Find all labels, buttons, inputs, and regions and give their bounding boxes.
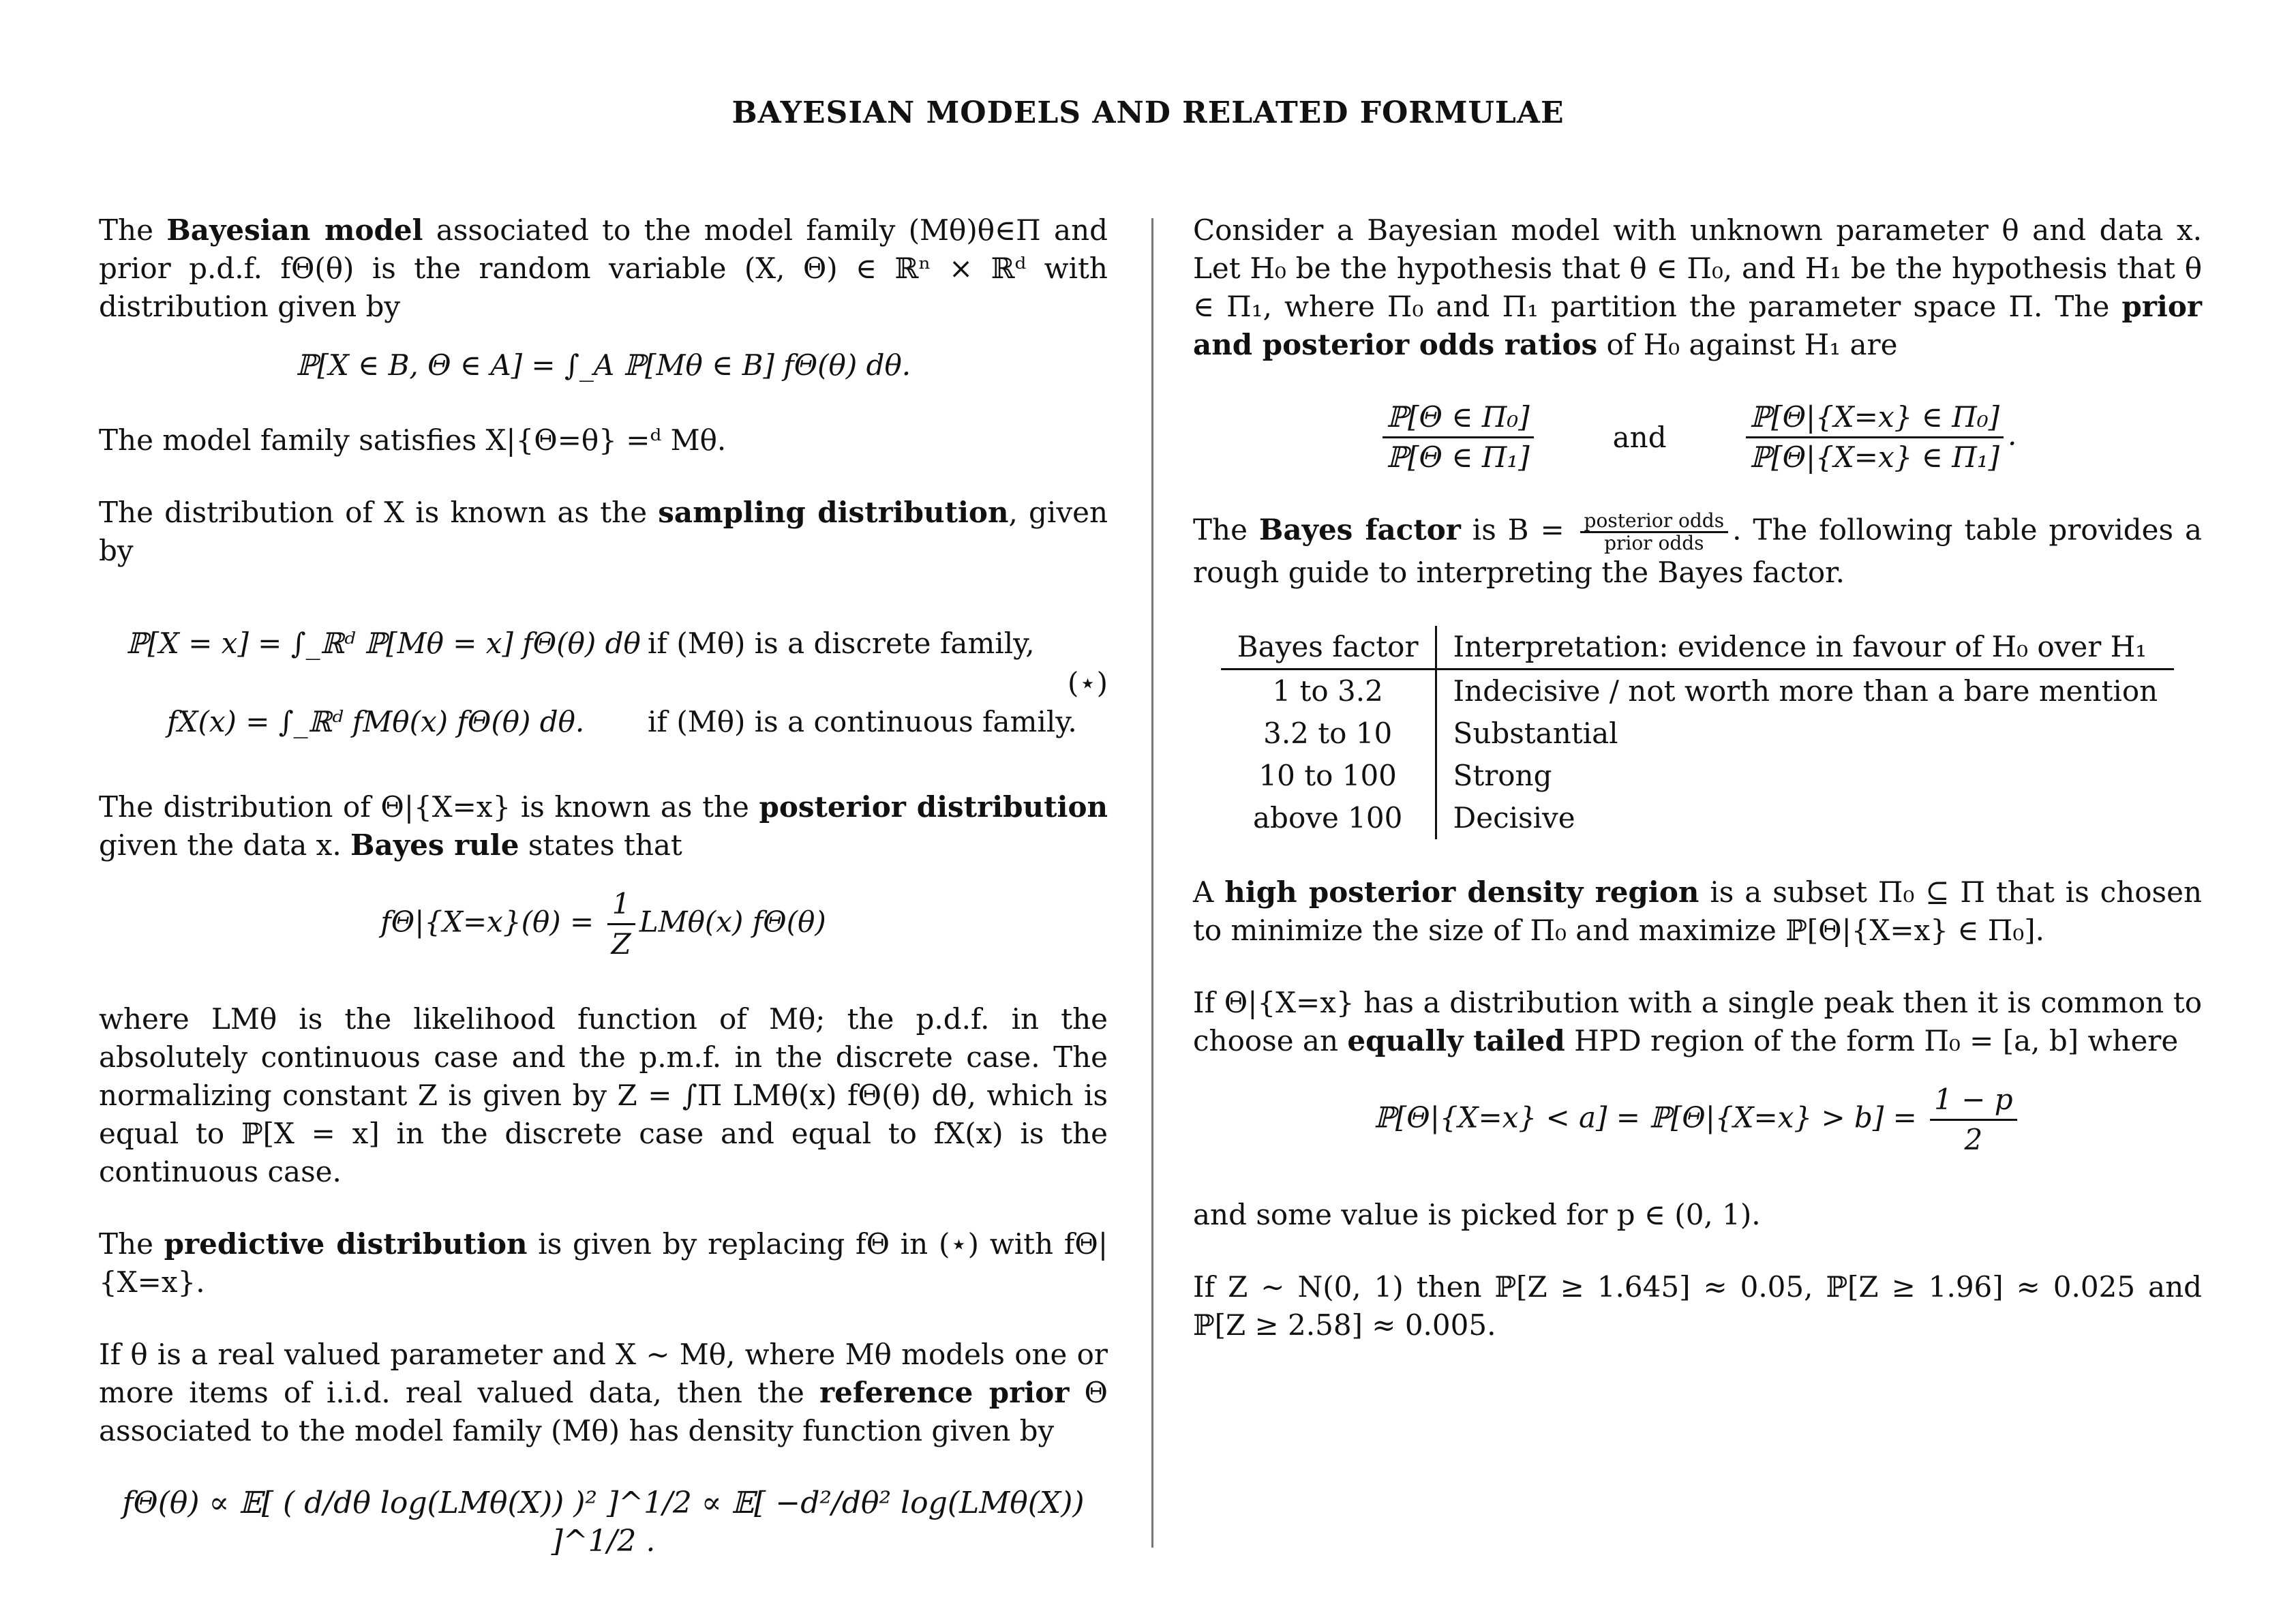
fraction-denominator: prior odds (1604, 532, 1704, 554)
bayesian-model-paragraph (99, 211, 1108, 326)
text-span: . The following table provides a rough guide to interpreting the Bayes factor. (1193, 513, 2202, 589)
text-span: Θ associated to the model family (Mθ) has density function given by (99, 1376, 1108, 1447)
text-span: The (1193, 513, 1259, 547)
posterior-odds-group (1742, 398, 2017, 477)
fraction-denominator: Z (611, 927, 631, 961)
predictive-paragraph (99, 1225, 1108, 1302)
hypothesis-paragraph (1193, 211, 2202, 364)
table-cell: 10 to 100 (1221, 755, 1436, 797)
table-cell: 1 to 3.2 (1221, 670, 1436, 713)
text-span: θ)θ∈Π and prior p.d.f. fΘ(θ) is the random variable (X, Θ) ∈ ℝⁿ × ℝᵈ with distribution given by (99, 213, 1108, 323)
text-span: The (99, 1227, 164, 1261)
text-span: given the data x. (99, 828, 351, 862)
equation-lhs: ℙ[Θ|{X=x} < a] = ℙ[Θ|{X=x} > b] = (1374, 1100, 1927, 1134)
table-cell: Indecisive / not worth more than a bare mention (1453, 674, 2158, 708)
text-span: The distribution of X is known as the (99, 496, 659, 529)
text-span: is B = (1460, 513, 1576, 547)
discrete-equation: ℙ[X = x] = ∫_ℝᵈ ℙ[Mθ = x] fΘ(θ) dθ (126, 627, 641, 660)
normal-quantiles-paragraph: If Z ∼ N(0, 1) then ℙ[Z ≥ 1.645] ≈ 0.05, ℙ[Z ≥ 1.96] ≈ 0.025 and ℙ[Z ≥ 2.58] ≈ 0.005. (1193, 1270, 2202, 1342)
fraction-numerator: ℙ[Θ ∈ Π₀] (1383, 398, 1534, 438)
joint-distribution-equation: ℙ[X ∈ B, Θ ∈ A] = ∫_A ℙ[Mθ ∈ B] fΘ(θ) dθ. (295, 348, 911, 382)
posterior-odds-fraction (1746, 398, 2004, 477)
text-span: of H₀ against H₁ are (1597, 328, 1898, 361)
discrete-condition: if (Mθ) is a discrete family, (648, 627, 1035, 660)
continuous-condition: if (Mθ) is a continuous family. (648, 705, 1077, 738)
table-cell: 3.2 to 10 (1221, 712, 1436, 755)
term-posterior-distribution: posterior distribution (759, 790, 1108, 824)
table-cell: Strong (1453, 759, 1552, 792)
fraction-numerator: ℙ[Θ|{X=x} ∈ Π₀] (1746, 398, 2004, 438)
p-value-paragraph: and some value is picked for p ∈ (0, 1). (1193, 1198, 1761, 1231)
fraction (1930, 1081, 2017, 1159)
bayes-factor-table (1221, 626, 2174, 839)
fraction (607, 885, 635, 963)
sampling-intro-paragraph (99, 494, 1108, 570)
text-span: HPD region of the form Π₀ = [a, b] where (1565, 1024, 2179, 1057)
table-row (1221, 755, 2174, 797)
term-odds-ratios: prior and posterior odds ratios (1193, 290, 2202, 361)
text-span: is given by replacing fΘ in (⋆) with fΘ|{X=x}. (99, 1227, 1108, 1299)
sampling-equations (99, 604, 1108, 761)
fraction-denominator: ℙ[Θ ∈ Π₁] (1386, 440, 1530, 474)
continuous-equation: fX(x) = ∫_ℝᵈ fMθ(x) fΘ(θ) dθ. (167, 705, 585, 738)
text-span: Consider a Bayesian model with unknown parameter θ and data x. Let H₀ be the hypothesis that θ ∈ Π₀, and H₁ be the hypothesis that θ ∈ Π₁, where Π₀ and Π₁ partition the parameter space Π. The (1193, 213, 2202, 323)
text-span: is a subset Π₀ ⊆ Π that is chosen to minimize the size of Π₀ and maximize ℙ[Θ|{X=x} ∈ Π₀]. (1193, 875, 2202, 947)
fraction-numerator: 1 − p (1930, 1081, 2017, 1121)
posterior-paragraph (99, 788, 1108, 864)
text-span: states that (519, 828, 682, 862)
text-span: associated to the model family (M (423, 213, 950, 247)
text-span: A (1193, 875, 1225, 909)
reference-prior-paragraph (99, 1336, 1108, 1450)
table-row (1221, 670, 2174, 713)
page-title: BAYESIAN MODELS AND RELATED FORMULAE (731, 95, 1565, 130)
text-span: The distribution of Θ|{X=x} is known as the (99, 790, 759, 824)
term-reference-prior: reference prior (819, 1376, 1070, 1409)
table-row (1221, 797, 2174, 839)
table-cell: above 100 (1221, 797, 1436, 839)
term-hpd-region: high posterior density region (1224, 875, 1700, 909)
likelihood-paragraph: where LMθ is the likelihood function of Mθ; the p.d.f. in the absolutely continuous case and the p.m.f. in the discrete case. The normalizing constant Z is given by Z = ∫Π LMθ(x) fΘ(θ) dθ, which is equal to ℙ[X = x] in the discrete case and equal to fX(x) is the continuous case. (99, 1002, 1108, 1188)
hpd-equation (1193, 1081, 2202, 1159)
text-span: The (99, 213, 167, 247)
fraction-numerator: 1 (607, 885, 635, 925)
left-column (99, 211, 1108, 1561)
hpd-paragraph (1193, 873, 2202, 950)
odds-ratios-display (1193, 398, 2202, 477)
column-header-interpretation: Interpretation: evidence in favour of H₀ over H₁ (1436, 626, 2174, 670)
term-equally-tailed: equally tailed (1347, 1024, 1565, 1057)
table-cell: Decisive (1453, 801, 1575, 834)
term-predictive-distribution: predictive distribution (164, 1227, 528, 1261)
term-bayes-rule: Bayes rule (350, 828, 519, 862)
column-divider (1151, 218, 1153, 1548)
model-family-paragraph: The model family satisfies X|{Θ=θ} =ᵈ Mθ. (99, 423, 727, 457)
term-bayesian-model: Bayesian model (166, 213, 423, 247)
fraction-denominator: ℙ[Θ|{X=x} ∈ Π₁] (1749, 440, 2000, 474)
table-row (1221, 712, 2174, 755)
term-bayes-factor: Bayes factor (1258, 513, 1461, 547)
bayes-factor-paragraph (1193, 511, 2202, 592)
fraction-denominator: 2 (1964, 1123, 1983, 1156)
equation-tag-star: (⋆) (1067, 666, 1108, 700)
text-span: If Θ|{X=x} has a distribution with a single peak then it is common to choose an (1193, 986, 2202, 1057)
bayes-rule-equation (99, 885, 1108, 963)
table-cell: Substantial (1453, 717, 1618, 750)
and-word: and (1612, 420, 1667, 454)
bayes-factor-fraction (1580, 511, 1729, 554)
fraction-numerator: posterior odds (1580, 511, 1729, 533)
text-span: , given by (99, 496, 1108, 567)
prior-odds-fraction (1383, 398, 1534, 477)
right-column (1193, 211, 2202, 1379)
column-header-bayes-factor: Bayes factor (1221, 626, 1436, 670)
table-header-row (1221, 626, 2174, 670)
text-span: If θ is a real valued parameter and X ∼ Mθ, where Mθ models one or more items of i.i.d. real valued data, then the (99, 1338, 1108, 1409)
equation-rhs: LMθ(x) fΘ(θ) (639, 905, 826, 939)
reference-prior-equation: fΘ(θ) ∝ 𝔼[ ( d/dθ log(LMθ(X)) )² ]^1/2 ∝ 𝔼[ −d²/dθ² log(LMθ(X)) ]^1/2 . (122, 1486, 1085, 1559)
equal-tail-paragraph (1193, 984, 2202, 1060)
equation-lhs: fΘ|{X=x}(θ) = (380, 905, 603, 939)
term-sampling-distribution: sampling distribution (658, 496, 1009, 529)
period: . (2008, 418, 2017, 452)
